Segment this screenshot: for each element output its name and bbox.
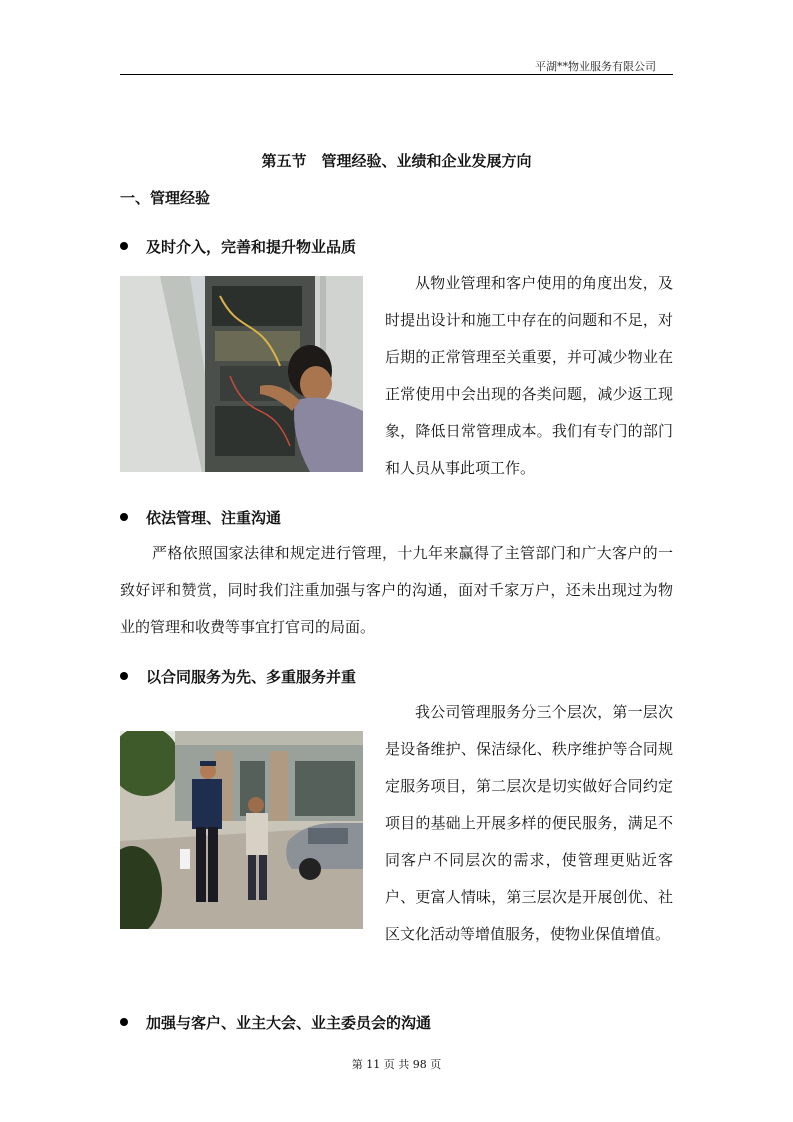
header-company: 平湖**物业服务有限公司 — [535, 60, 656, 73]
bullet-2-paragraph: 严格依照国家法律和规定进行管理，十九年来赢得了主管部门和广大客户的一致好评和赞赏，同时我们注重加强与客户的沟通，面对千家万户，还未出现过为物业的管理和收费等事宜打官司的局面。 — [120, 544, 673, 636]
bullet-4-title — [120, 1012, 431, 1033]
bullet-3-title — [120, 666, 356, 687]
section-title: 第五节 管理经验、业绩和企业发展方向 — [261, 152, 532, 170]
photo-technician-cabinet — [120, 276, 363, 472]
heading-management-experience: 一、管理经验 — [120, 189, 211, 207]
bullet-1-title-text: 及时介入，完善和提升物业品质 — [146, 238, 357, 256]
bullet-1-title — [120, 236, 356, 257]
bullet-dot-icon — [120, 242, 128, 250]
bullet-dot-icon — [120, 513, 128, 521]
bullet-dot-icon — [120, 672, 128, 680]
photo-street-scene — [120, 731, 363, 929]
bullet-3-title-text: 以合同服务为先、多重服务并重 — [146, 668, 357, 686]
page-footer: 第 11 页 共 98 页 — [351, 1058, 442, 1071]
bullet-1-paragraph: 从物业管理和客户使用的角度出发，及时提出设计和施工中存在的问题和不足，对后期的正常管理至关重要，并可减少物业在正常使用中会出现的各类问题，减少返工现象，降低日常管理成本。我们有专门的部门和人员从事此项工作。 — [385, 274, 673, 477]
bullet-2-title-text: 依法管理、注重沟通 — [146, 509, 282, 527]
bullet-3-paragraph: 我公司管理服务分三个层次，第一层次是设备维护、保洁绿化、秩序维护等合同规定服务项目，第二层次是切实做好合同约定项目的基础上开展多样的便民服务，满足不同客户不同层次的需求，使管理更贴近客户、更富人情味，第三层次是开展创优、社区文化活动等增值服务，使物业保值增值。 — [385, 703, 673, 943]
bullet-dot-icon — [120, 1018, 128, 1026]
photo-equipment-maintenance — [120, 276, 363, 472]
header-rule — [120, 74, 673, 75]
bullet-4-title-text: 加强与客户、业主大会、业主委员会的沟通 — [146, 1014, 432, 1032]
bullet-2-title — [120, 507, 281, 528]
photo-guard-and-resident — [120, 731, 363, 929]
